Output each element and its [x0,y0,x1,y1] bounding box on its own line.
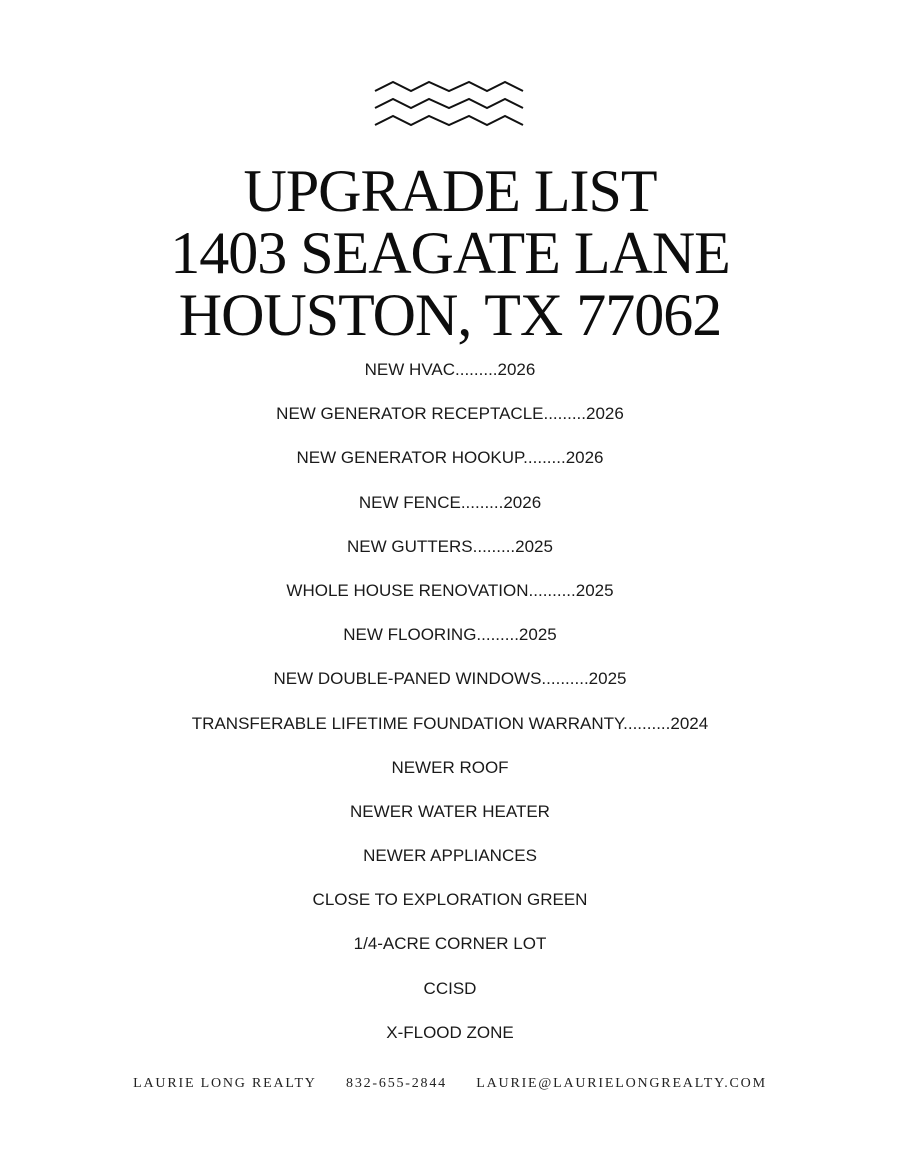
title-line-city: HOUSTON, TX 77062 [178,282,722,348]
list-item: CCISD [423,978,477,998]
list-item: X-FLOOD ZONE [386,1022,514,1042]
list-item: NEW FLOORING.........2025 [343,625,557,645]
list-item: NEWER APPLIANCES [363,846,537,866]
list-item: 1/4-ACRE CORNER LOT [353,934,547,954]
list-item: CLOSE TO EXPLORATION GREEN [312,890,588,910]
company-name: LAURIE LONG REALTY [133,1076,317,1091]
page-title [0,160,900,346]
list-item: WHOLE HOUSE RENOVATION..........2025 [286,580,614,600]
list-item: NEW DOUBLE-PANED WINDOWS..........2025 [273,669,627,689]
title-line-street: 1403 SEAGATE LANE [170,220,730,286]
list-item: NEWER WATER HEATER [350,801,550,821]
list-item: NEW HVAC.........2026 [364,360,536,379]
list-item: NEW GENERATOR RECEPTACLE.........2026 [276,404,624,424]
list-item: NEW FENCE.........2026 [358,492,542,512]
title-line-heading: UPGRADE LIST [243,158,657,224]
wave-lines-icon [373,79,525,131]
list-item: NEW GENERATOR HOOKUP.........2026 [296,448,604,468]
footer-contact [0,1076,900,1092]
email-address: LAURIE@LAURIELONGREALTY.COM [476,1076,767,1091]
list-item: NEW GUTTERS.........2025 [347,536,553,556]
phone-number: 832-655-2844 [346,1076,447,1091]
list-item: TRANSFERABLE LIFETIME FOUNDATION WARRANTY..........2024 [191,713,709,733]
list-item: NEWER ROOF [391,757,509,777]
upgrade-list [0,356,900,1063]
